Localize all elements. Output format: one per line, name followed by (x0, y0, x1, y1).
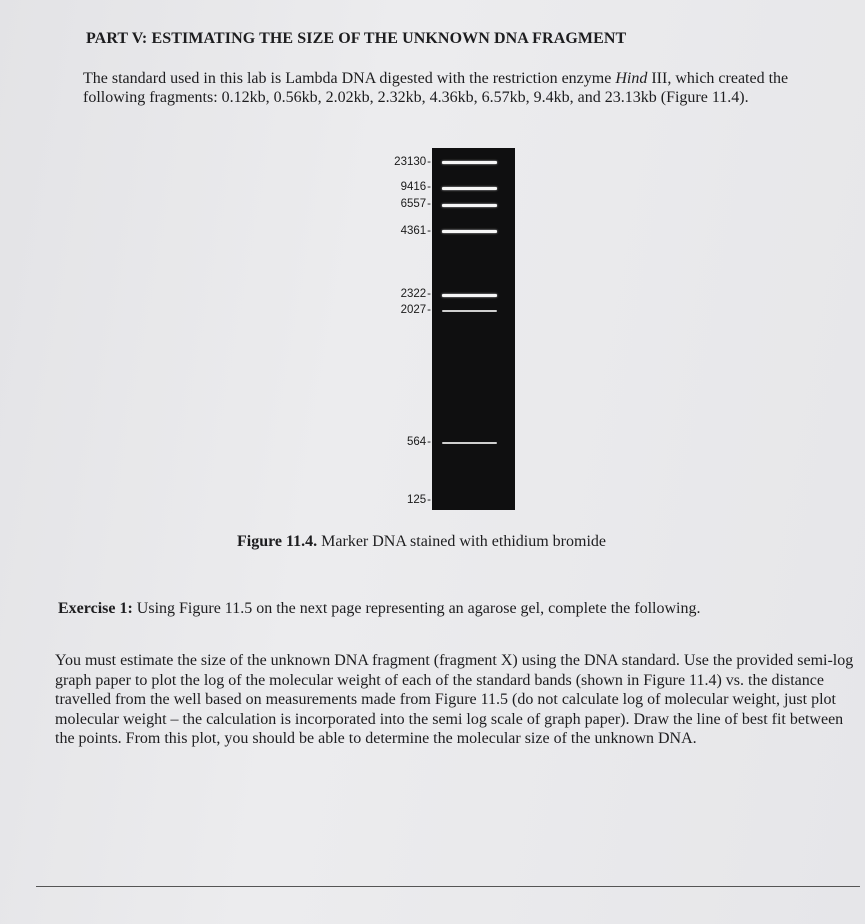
section-heading: PART V: ESTIMATING THE SIZE OF THE UNKNOWN DNA FRAGMENT (86, 30, 627, 47)
figure-caption-text: Marker DNA stained with ethidium bromide (317, 533, 606, 550)
band-2027 (442, 310, 497, 312)
band-2322 (442, 294, 497, 297)
marker-gel-figure (385, 148, 515, 510)
band-6557 (442, 204, 497, 207)
marker-label: 2322 - (401, 288, 431, 300)
intro-text-end: III, which created the following fragments: 0.12kb, 0.56kb, 2.02kb, 2.32kb, 4.36kb, 6.57kb, 9.4kb, and 23.13kb (Figure 11.4). (83, 70, 789, 106)
gel-lane-image (432, 148, 515, 510)
band-4361 (442, 230, 497, 233)
band-564 (442, 442, 497, 444)
exercise-label: Exercise 1: (58, 600, 133, 617)
marker-label: 23130 - (394, 156, 431, 168)
exercise-title (58, 600, 701, 618)
marker-label: 4361 - (401, 225, 431, 237)
intro-text-start: The standard used in this lab is Lambda DNA digested with the restriction enzyme (83, 70, 616, 87)
marker-label: 2027 - (401, 304, 431, 316)
marker-label: 564 - (407, 436, 431, 448)
exercise-text: Using Figure 11.5 on the next page representing an agarose gel, complete the following. (132, 600, 701, 617)
band-23130 (442, 161, 497, 164)
figure-label: Figure 11.4. (237, 533, 318, 550)
instructions-paragraph: You must estimate the size of the unknown DNA fragment (fragment X) using the DNA standard. Use the provided semi-log graph paper to plot the log of the molecular weight of each of the standard bands (shown in Figure 11.4) vs. the distance travelled from the well based on measurements made from Figure 11.5 (do not calculate log of molecular weight, just plot molecular weight – the calculation is incorporated into the semi log scale of graph paper). Draw the line of best fit between the points. From this plot, you should be able to determine the molecular size of the unknown DNA. (55, 652, 854, 747)
band-9416 (442, 187, 497, 190)
marker-label: 125 - (407, 494, 431, 506)
page-footer-rule (36, 886, 860, 887)
marker-label: 9416 - (401, 181, 431, 193)
enzyme-name: Hind (615, 70, 648, 87)
marker-label: 6557 - (401, 198, 431, 210)
intro-paragraph (83, 69, 813, 107)
figure-caption (237, 533, 606, 551)
